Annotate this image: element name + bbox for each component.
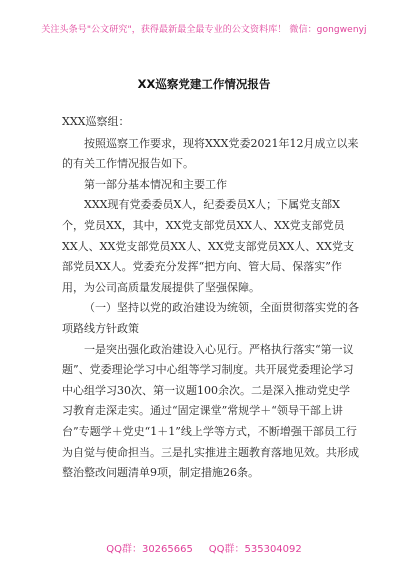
qq-group-footer: QQ群：30265665 QQ群：535304092 [106,544,302,555]
document-title: XX巡察党建工作情况报告 [137,77,271,91]
political-building-paragraph: 一是突出强化政治建设入心见行。严格执行落实“第一议题”、党委理论学习中心组等学习制度。共开展党委理论学习中心组学习30次、第一议题100余次。二是深入推动党史学习教育走深走实。通过“固定课堂”常规学＋“领导干部上讲台”专题学＋党史“1＋1”线上学等方式，不断增强干部员工行为自觉与使命担当。三是扎实推进主题教育落地见效。共形成整治整改问题清单9项，制定措施26条。 [62,342,359,480]
part-heading: 第一部分基本情况和主要工作 [84,177,227,191]
intro-paragraph: 按照巡察工作要求，现将XXX党委2021年12月成立以来的有关工作情况报告如下。 [62,136,359,171]
document-body [62,112,360,484]
section-heading: （一）坚持以党的政治建设为统领，全面贯彻落实党的各项路线方针政策 [62,301,359,335]
promo-header: 关注头条号"公文研究"，获得最新最全最专业的公文资料库！ 微信：gongwenyj [41,25,367,35]
salutation: XXX巡察组： [62,115,130,128]
basic-info-paragraph: XXX现有党委委员X人，纪委委员X人；下属党支部X个，党员XX，其中，XX党支部党员XX人、XX党支部党员XX人、XX党支部党员XX人、XX党支部党员XX人、XX党支部党员XX人。党委充分发挥“把方向、管大局、保落实”作用，为公司高质量发展提供了坚强保障。 [62,198,354,294]
